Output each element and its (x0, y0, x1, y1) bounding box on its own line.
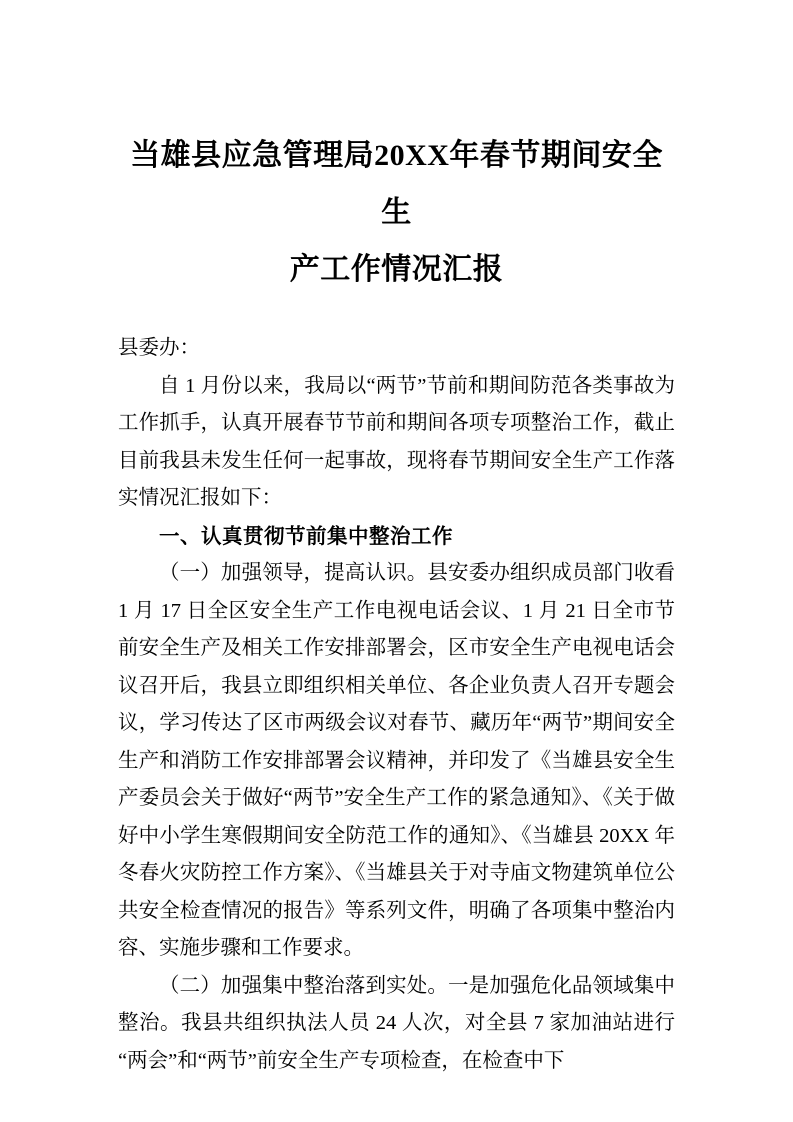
paragraph-section1-item1: （一）加强领导，提高认识。县安委办组织成员部门收看 1 月 17 日全区安全生产工作电视电话会议、1 月 21 日全市节前安全生产及相关工作安排部署会，区市安全生产电视电话会议召开后，我县立即组织相关单位、各企业负责人召开专题会议，学习传达了区市两级会议对春节、藏历年“两节”期间安全生产和消防工作安排部署会议精神，并印发了《当雄县安全生产委员会关于做好“两节”安全生产工作的紧急通知》、《关于做好中小学生寒假期间安全防范工作的通知》、《当雄县 20XX 年冬春火灾防控工作方案》、《当雄县关于对寺庙文物建筑单位公共安全检查情况的报告》等系列文件，明确了各项集中整治内容、实施步骤和工作要求。 (118, 562, 675, 959)
document-title (118, 127, 675, 298)
salutation: 县委办： (118, 337, 200, 359)
paragraph-opening: 自 1 月份以来，我局以“两节”节前和期间防范各类事故为工作抓手，认真开展春节节前和期间各项专项整治工作，截止目前我县未发生任何一起事故，现将春节期间安全生产工作落实情况汇报如下： (118, 374, 675, 509)
section-heading-1: 一、认真贯彻节前集中整治工作 (159, 524, 453, 548)
paragraph-section1-item2: （二）加强集中整治落到实处。一是加强危化品领域集中整治。我县共组织执法人员 24 人次，对全县 7 家加油站进行“两会”和“两节”前安全生产专项检查，在检查中下 (118, 974, 675, 1072)
document-title-line-1: 当雄县应急管理局20XX年春节期间安全生 (130, 139, 663, 229)
document-body (118, 330, 675, 1080)
document-title-line-2: 产工作情况汇报 (289, 253, 504, 286)
